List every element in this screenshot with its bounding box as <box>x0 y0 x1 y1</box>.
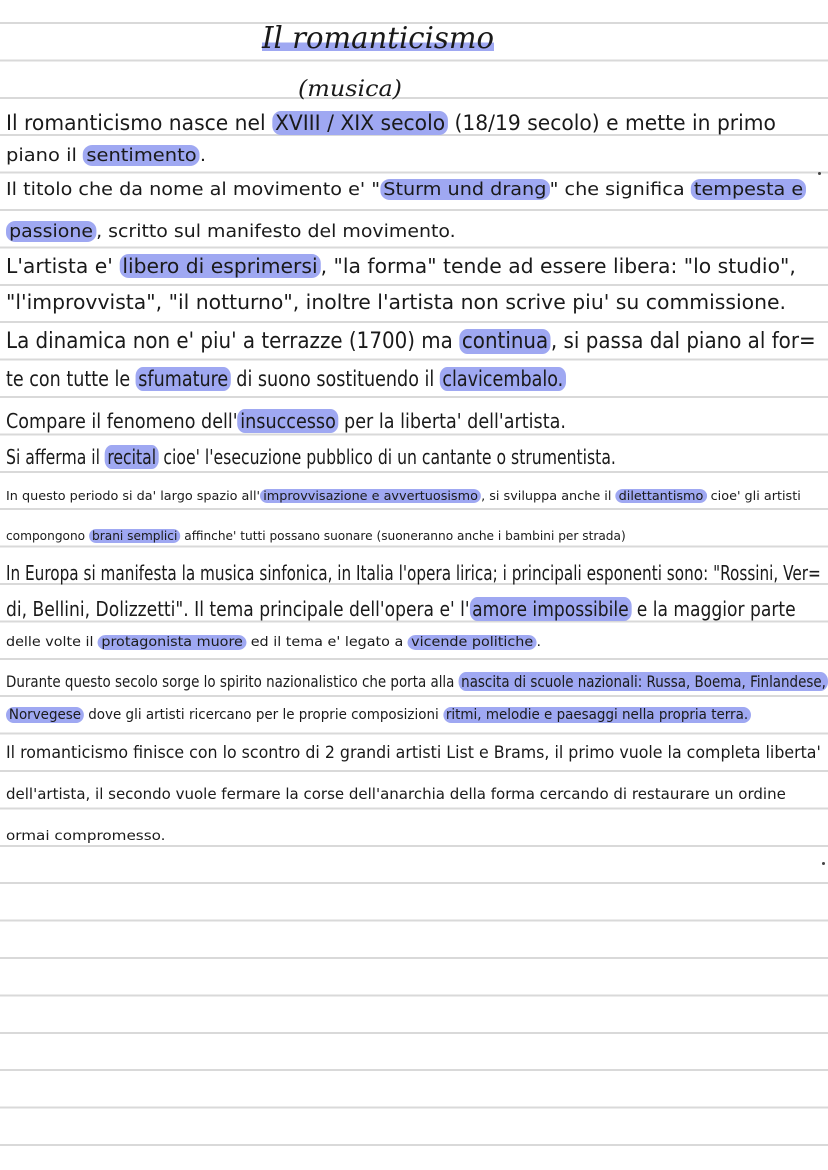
highlighted-text: sfumature <box>136 367 231 391</box>
highlighted-text: nascita di scuole nazionali: Russa, Boema, Finlandese, <box>459 672 828 691</box>
text-segment: delle volte il <box>6 635 99 650</box>
text-segment: Si afferma il <box>6 445 105 469</box>
note-line <box>6 598 796 620</box>
highlighted-text: improvvisazione e avvertuosismo <box>260 489 481 503</box>
text-segment: cioe' gli artisti <box>706 489 801 503</box>
text-segment: Compare il fenomeno dell' <box>6 409 238 433</box>
text-segment: "l'improvvista", "il notturno", inoltre l'artista non scrive piu' su commissione. <box>6 290 787 314</box>
note-line <box>6 330 816 354</box>
highlighted-text: insuccesso <box>238 409 339 433</box>
text-segment: , "la forma" tende ad essere libera: "lo studio", <box>320 254 796 278</box>
highlighted-text: recital <box>105 445 158 469</box>
text-segment: , si passa dal piano al for= <box>550 329 816 354</box>
highlighted-text: brani semplici <box>89 529 180 543</box>
highlighted-text: libero di esprimersi <box>119 254 320 278</box>
text-segment: piano il <box>6 145 84 166</box>
note-line <box>6 744 821 763</box>
note-line <box>6 180 806 200</box>
text-segment: Il titolo che da nome al movimento e' " <box>6 179 381 200</box>
text-segment: ed il tema e' legato a <box>246 635 408 650</box>
note-line <box>6 368 566 391</box>
note-line <box>6 530 626 543</box>
text-segment: La dinamica non e' piu' a terrazze (1700) ma <box>6 329 460 354</box>
text-segment: L'artista e' <box>6 254 120 278</box>
highlighted-text: passione <box>6 221 96 242</box>
highlighted-text: sentimento <box>83 145 200 166</box>
text-segment: , si sviluppa anche il <box>481 489 616 503</box>
highlighted-text: tempesta e <box>691 179 807 200</box>
text-segment: di suono sostituendo il <box>230 367 440 391</box>
text-segment: (18/19 secolo) e mette in primo <box>448 111 776 135</box>
text-segment: " che significa <box>549 179 691 200</box>
text-segment: Il romanticismo finisce con lo scontro di 2 grandi artisti List e Brams, il primo vuole la completa liberta' <box>6 743 821 763</box>
highlighted-text: amore impossibile <box>470 597 632 621</box>
text-segment: e la maggior parte <box>631 597 796 621</box>
text-segment: per la liberta' dell'artista. <box>338 409 566 433</box>
text-segment: affinche' tutti possano suonare (suoneranno anche i bambini per strada) <box>180 529 626 543</box>
highlighted-text: continua <box>459 329 551 354</box>
note-line <box>6 255 796 277</box>
note-line <box>6 146 206 166</box>
note-line <box>6 112 776 135</box>
highlighted-text: Sturm und drang <box>380 179 549 200</box>
note-line <box>6 291 786 313</box>
note-line <box>6 446 616 468</box>
note-line <box>6 490 801 503</box>
note-line <box>6 562 821 584</box>
text-segment: cioe' l'esecuzione pubblico di un cantante o strumentista. <box>158 445 616 469</box>
title-text: Il romanticismo <box>262 21 494 56</box>
text-segment: Durante questo secolo sorge lo spirito nazionalistico che porta alla <box>6 672 459 691</box>
stray-dot <box>818 172 821 175</box>
note-line <box>6 830 165 844</box>
text-segment: . <box>536 635 542 650</box>
highlighted-text: vicende politiche <box>408 635 537 650</box>
text-segment: Il romanticismo nasce nel <box>6 111 273 135</box>
text-segment: In questo periodo si da' largo spazio all' <box>6 489 261 503</box>
note-line <box>6 708 751 723</box>
text-segment: , scritto sul manifesto del movimento. <box>96 221 456 242</box>
stray-dot <box>822 862 825 865</box>
note-line <box>6 222 456 242</box>
highlighted-text: Norvegese <box>6 707 84 723</box>
text-segment: . <box>199 145 207 166</box>
text-segment: In Europa si manifesta la musica sinfonica, in Italia l'opera lirica; i principali esponenti sono: "Rossini, Ver= <box>6 561 821 585</box>
note-line <box>6 786 786 803</box>
highlighted-text: clavicembalo. <box>440 367 566 391</box>
highlighted-text: ritmi, melodie e paesaggi nella propria terra. <box>443 707 751 723</box>
note-line <box>6 410 566 432</box>
text-segment: compongono <box>6 529 89 543</box>
page-subtitle <box>298 78 402 102</box>
subtitle-text: (musica) <box>298 77 402 102</box>
highlighted-text: protagonista muore <box>98 635 246 650</box>
highlighted-text: dilettantismo <box>615 489 706 503</box>
text-segment: di, Bellini, Dolizzetti". Il tema principale dell'opera e' l' <box>6 597 470 621</box>
text-segment: dove gli artisti ricercano per le proprie composizioni <box>83 707 443 723</box>
note-line <box>6 673 828 691</box>
text-segment: ormai compromesso. <box>6 829 166 844</box>
text-segment: te con tutte le <box>6 367 136 391</box>
text-segment: dell'artista, il secondo vuole fermare la corse dell'anarchia della forma cercando di restaurare un ordine <box>6 785 786 803</box>
note-line <box>6 636 541 650</box>
page-title <box>262 22 494 55</box>
highlighted-text: XVIII / XIX secolo <box>272 111 448 135</box>
